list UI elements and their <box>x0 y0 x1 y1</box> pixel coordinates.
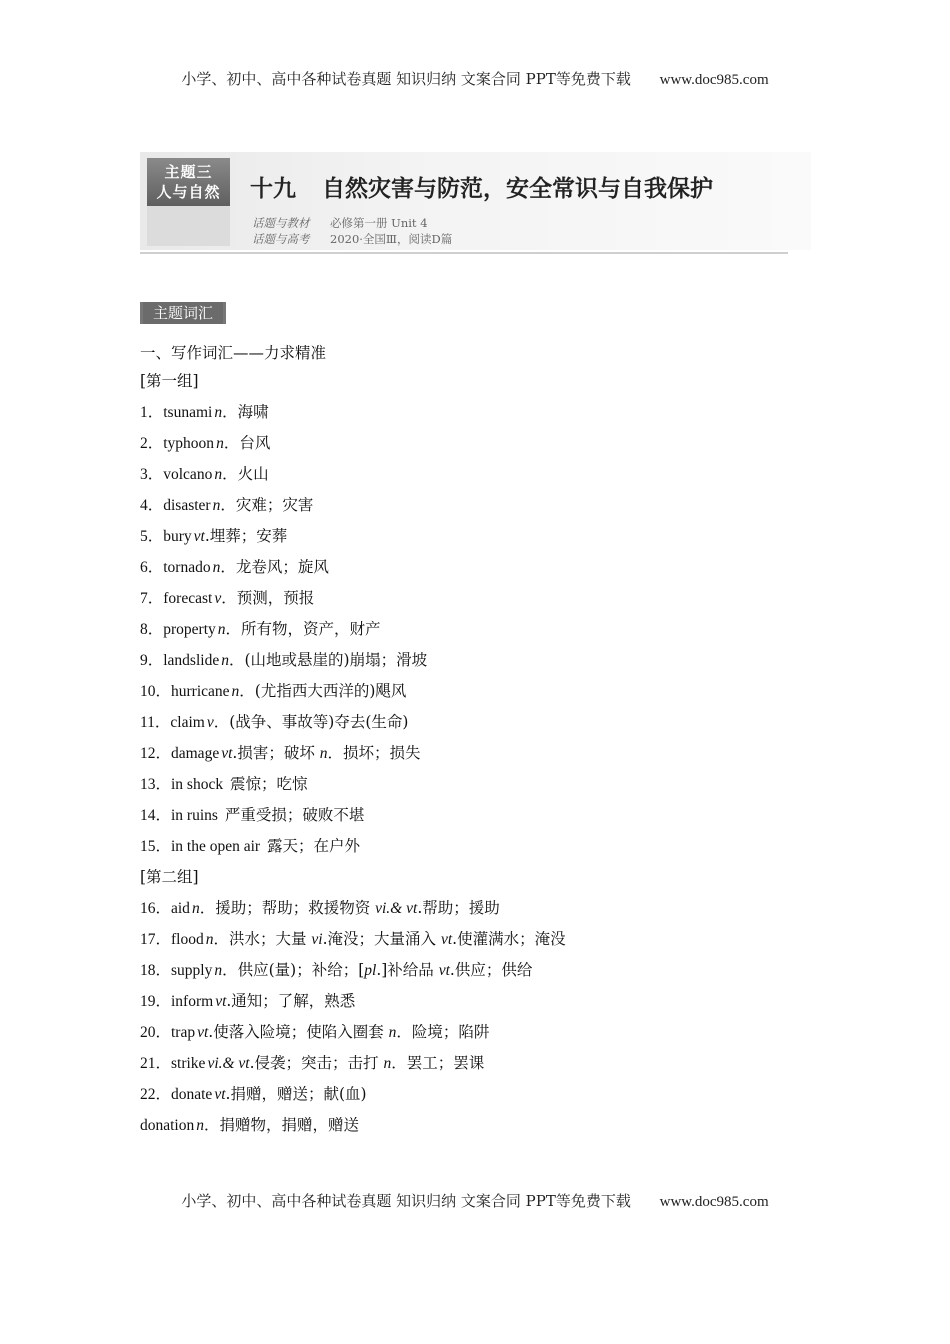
vocab-pos: vi <box>311 931 323 948</box>
header-url[interactable]: www.doc985.com <box>659 72 769 88</box>
vocab-item <box>140 490 820 521</box>
vocab-pos: n <box>319 745 328 762</box>
footer-url[interactable]: www.doc985.com <box>659 1194 769 1210</box>
vocab-word: 4．disaster <box>140 497 211 514</box>
vocab-pos: v <box>206 714 214 731</box>
section-tag: 主题词汇 <box>140 302 226 324</box>
info-value: 必修第一册 Unit 4 <box>330 216 428 230</box>
vocab-pos: vt <box>215 993 227 1010</box>
group-label: [第一组] <box>140 372 199 390</box>
info-label: 话题与高考 <box>252 232 310 246</box>
vocab-word: donation <box>140 1117 195 1134</box>
vocab-word: 21．strike <box>140 1055 206 1072</box>
vocab-word: 19．inform <box>140 993 214 1010</box>
vocab-meaning: .捐赠，赠送；献(血) <box>225 1085 367 1103</box>
vocab-item <box>140 1079 820 1110</box>
vocab-pos: vi.& vt <box>375 900 418 917</box>
header-text: 小学、初中、高中各种试卷真题 知识归纳 文案合同 PPT等免费下载 <box>181 70 631 88</box>
badge-line-1: 主题三 <box>164 163 213 181</box>
vocab-pos: pl <box>364 962 377 979</box>
vocab-pos: n <box>216 435 224 452</box>
vocab-word: 1．tsunami <box>140 404 213 421</box>
group-label: [第二组] <box>140 868 199 886</box>
vocab-pos: n <box>214 404 223 421</box>
vocab-meaning: ．龙卷风；旋风 <box>220 558 329 576</box>
vocab-pos: vt <box>440 931 453 948</box>
vocab-item <box>140 552 820 583</box>
vocab-meaning: 严重受损；破败不堪 <box>219 806 365 824</box>
vocab-meaning: ．援助；帮助；救援物资 <box>199 899 376 917</box>
vocab-meaning: .帮助；援助 <box>417 899 500 917</box>
vocab-meaning: .使落入险境；使陷入圈套 <box>208 1023 389 1041</box>
vocab-word: 17．flood <box>140 931 204 948</box>
vocab-item <box>140 955 820 986</box>
vocab-pos: n <box>231 683 240 700</box>
badge-line-2: 人与自然 <box>156 183 221 201</box>
vocab-meaning: ．损坏；损失 <box>327 744 421 762</box>
unit-title-text: 自然灾害与防范，安全常识与自我保护 <box>322 176 713 202</box>
vocab-word: 14．in ruins <box>140 807 218 824</box>
vocab-word: 18．supply <box>140 962 213 979</box>
vocab-word: 8．property <box>140 621 216 638</box>
vocab-item <box>140 738 820 769</box>
vocab-meaning: ．洪水；大量 <box>213 930 312 948</box>
vocab-item <box>140 397 820 428</box>
vocab-item <box>140 645 820 676</box>
vocab-word: 9．landslide <box>140 652 220 669</box>
vocab-meaning: ．供应(量)；补给；[ <box>222 961 365 979</box>
vocab-item <box>140 769 820 800</box>
vocab-meaning: .使灌满水；淹没 <box>452 930 566 948</box>
vocab-pos: v <box>214 590 222 607</box>
vocab-word: 3．volcano <box>140 466 213 483</box>
vocab-meaning: .供应；供给 <box>449 961 533 979</box>
vocab-word: 16．aid <box>140 900 190 917</box>
vocab-meaning: ．预测，预报 <box>221 589 315 607</box>
vocab-meaning: .侵袭；突击；击打 <box>249 1054 384 1072</box>
vocab-item <box>140 676 820 707</box>
vocab-meaning: 露天；在户外 <box>262 837 361 855</box>
vocab-meaning: .损害；破坏 <box>232 744 320 762</box>
vocab-pos: n <box>221 652 229 669</box>
section-heading: 一、写作词汇——力求精准 <box>140 344 327 362</box>
vocab-pos: n <box>217 621 226 638</box>
vocab-meaning: .埋葬；安葬 <box>204 527 288 545</box>
banner-info <box>252 215 452 247</box>
vocab-pos: vt <box>221 745 233 762</box>
vocab-meaning: ．海啸 <box>222 403 269 421</box>
info-value: 2020·全国Ⅲ，阅读D篇 <box>330 232 453 246</box>
vocab-pos: vt <box>197 1024 209 1041</box>
vocab-word: 12．damage <box>140 745 220 762</box>
vocab-item <box>140 521 820 552</box>
vocab-word: 20．trap <box>140 1024 196 1041</box>
vocab-item <box>140 1110 820 1141</box>
vocab-pos: n <box>214 466 223 483</box>
vocab-item <box>140 986 820 1017</box>
vocab-meaning: .淹没；大量涌入 <box>322 930 441 948</box>
vocab-item <box>140 831 820 862</box>
vocab-meaning: ．(战争、事故等)夺去(生命) <box>213 713 409 731</box>
vocab-pos: vt <box>214 1086 226 1103</box>
vocab-meaning: ．(山地或悬崖的)崩塌；滑坡 <box>228 651 428 669</box>
info-row <box>252 215 452 231</box>
info-row <box>252 231 452 247</box>
footer-text: 小学、初中、高中各种试卷真题 知识归纳 文案合同 PPT等免费下载 <box>181 1192 631 1210</box>
page-footer <box>0 1190 950 1211</box>
vocab-word: 7．forecast <box>140 590 213 607</box>
vocab-item <box>140 583 820 614</box>
vocab-pos: n <box>196 1117 204 1134</box>
vocab-pos: vt <box>438 962 450 979</box>
vocab-item <box>140 614 820 645</box>
vocab-meaning: ．火山 <box>222 465 269 483</box>
vocab-meaning: ．罢工；罢课 <box>391 1054 485 1072</box>
vocab-word: 15．in the open air <box>140 838 261 855</box>
vocab-item <box>140 459 820 490</box>
vocab-pos: n <box>191 900 200 917</box>
vocab-word: 13．in shock <box>140 776 224 793</box>
vocab-pos: n <box>214 962 223 979</box>
vocab-item <box>140 800 820 831</box>
info-label: 话题与教材 <box>252 216 310 230</box>
unit-title <box>250 170 713 203</box>
vocabulary-groups <box>140 366 820 1141</box>
vocab-pos: n <box>212 559 221 576</box>
vocab-item <box>140 707 820 738</box>
vocab-pos: n <box>212 497 221 514</box>
vocab-meaning: .]补给品 <box>376 961 439 979</box>
vocab-item <box>140 428 820 459</box>
vocab-pos: n <box>388 1024 397 1041</box>
vocab-meaning: 震惊；吃惊 <box>225 775 308 793</box>
page-header <box>0 68 950 89</box>
vocab-word: 11．claim <box>140 714 205 731</box>
vocab-meaning: ．台风 <box>223 434 271 452</box>
vocab-word: 2．typhoon <box>140 435 215 452</box>
vocab-pos: vt <box>193 528 205 545</box>
vocab-word: 5．bury <box>140 528 192 545</box>
vocab-meaning: .通知；了解，熟悉 <box>226 992 356 1010</box>
theme-badge <box>147 158 230 206</box>
vocab-meaning: ．(尤指西大西洋的)飓风 <box>239 682 407 700</box>
vocab-item <box>140 924 820 955</box>
vocab-meaning: ．灾难；灾害 <box>220 496 314 514</box>
vocab-meaning: ．险境；陷阱 <box>396 1023 490 1041</box>
vocab-meaning: ．所有物，资产，财产 <box>225 620 381 638</box>
vocab-word: 6．tornado <box>140 559 211 576</box>
vocab-item <box>140 1048 820 1079</box>
vocab-item <box>140 1017 820 1048</box>
banner-divider <box>140 252 788 254</box>
vocab-word: 10．hurricane <box>140 683 230 700</box>
vocab-word: 22．donate <box>140 1086 213 1103</box>
vocab-pos: n <box>205 931 214 948</box>
vocabulary-content <box>140 340 820 1141</box>
vocab-meaning: ．捐赠物，捐赠，赠送 <box>204 1116 360 1134</box>
vocab-pos: n <box>383 1055 392 1072</box>
vocab-pos: vi.& vt <box>207 1055 250 1072</box>
vocab-item <box>140 893 820 924</box>
unit-number: 十九 <box>250 176 296 202</box>
